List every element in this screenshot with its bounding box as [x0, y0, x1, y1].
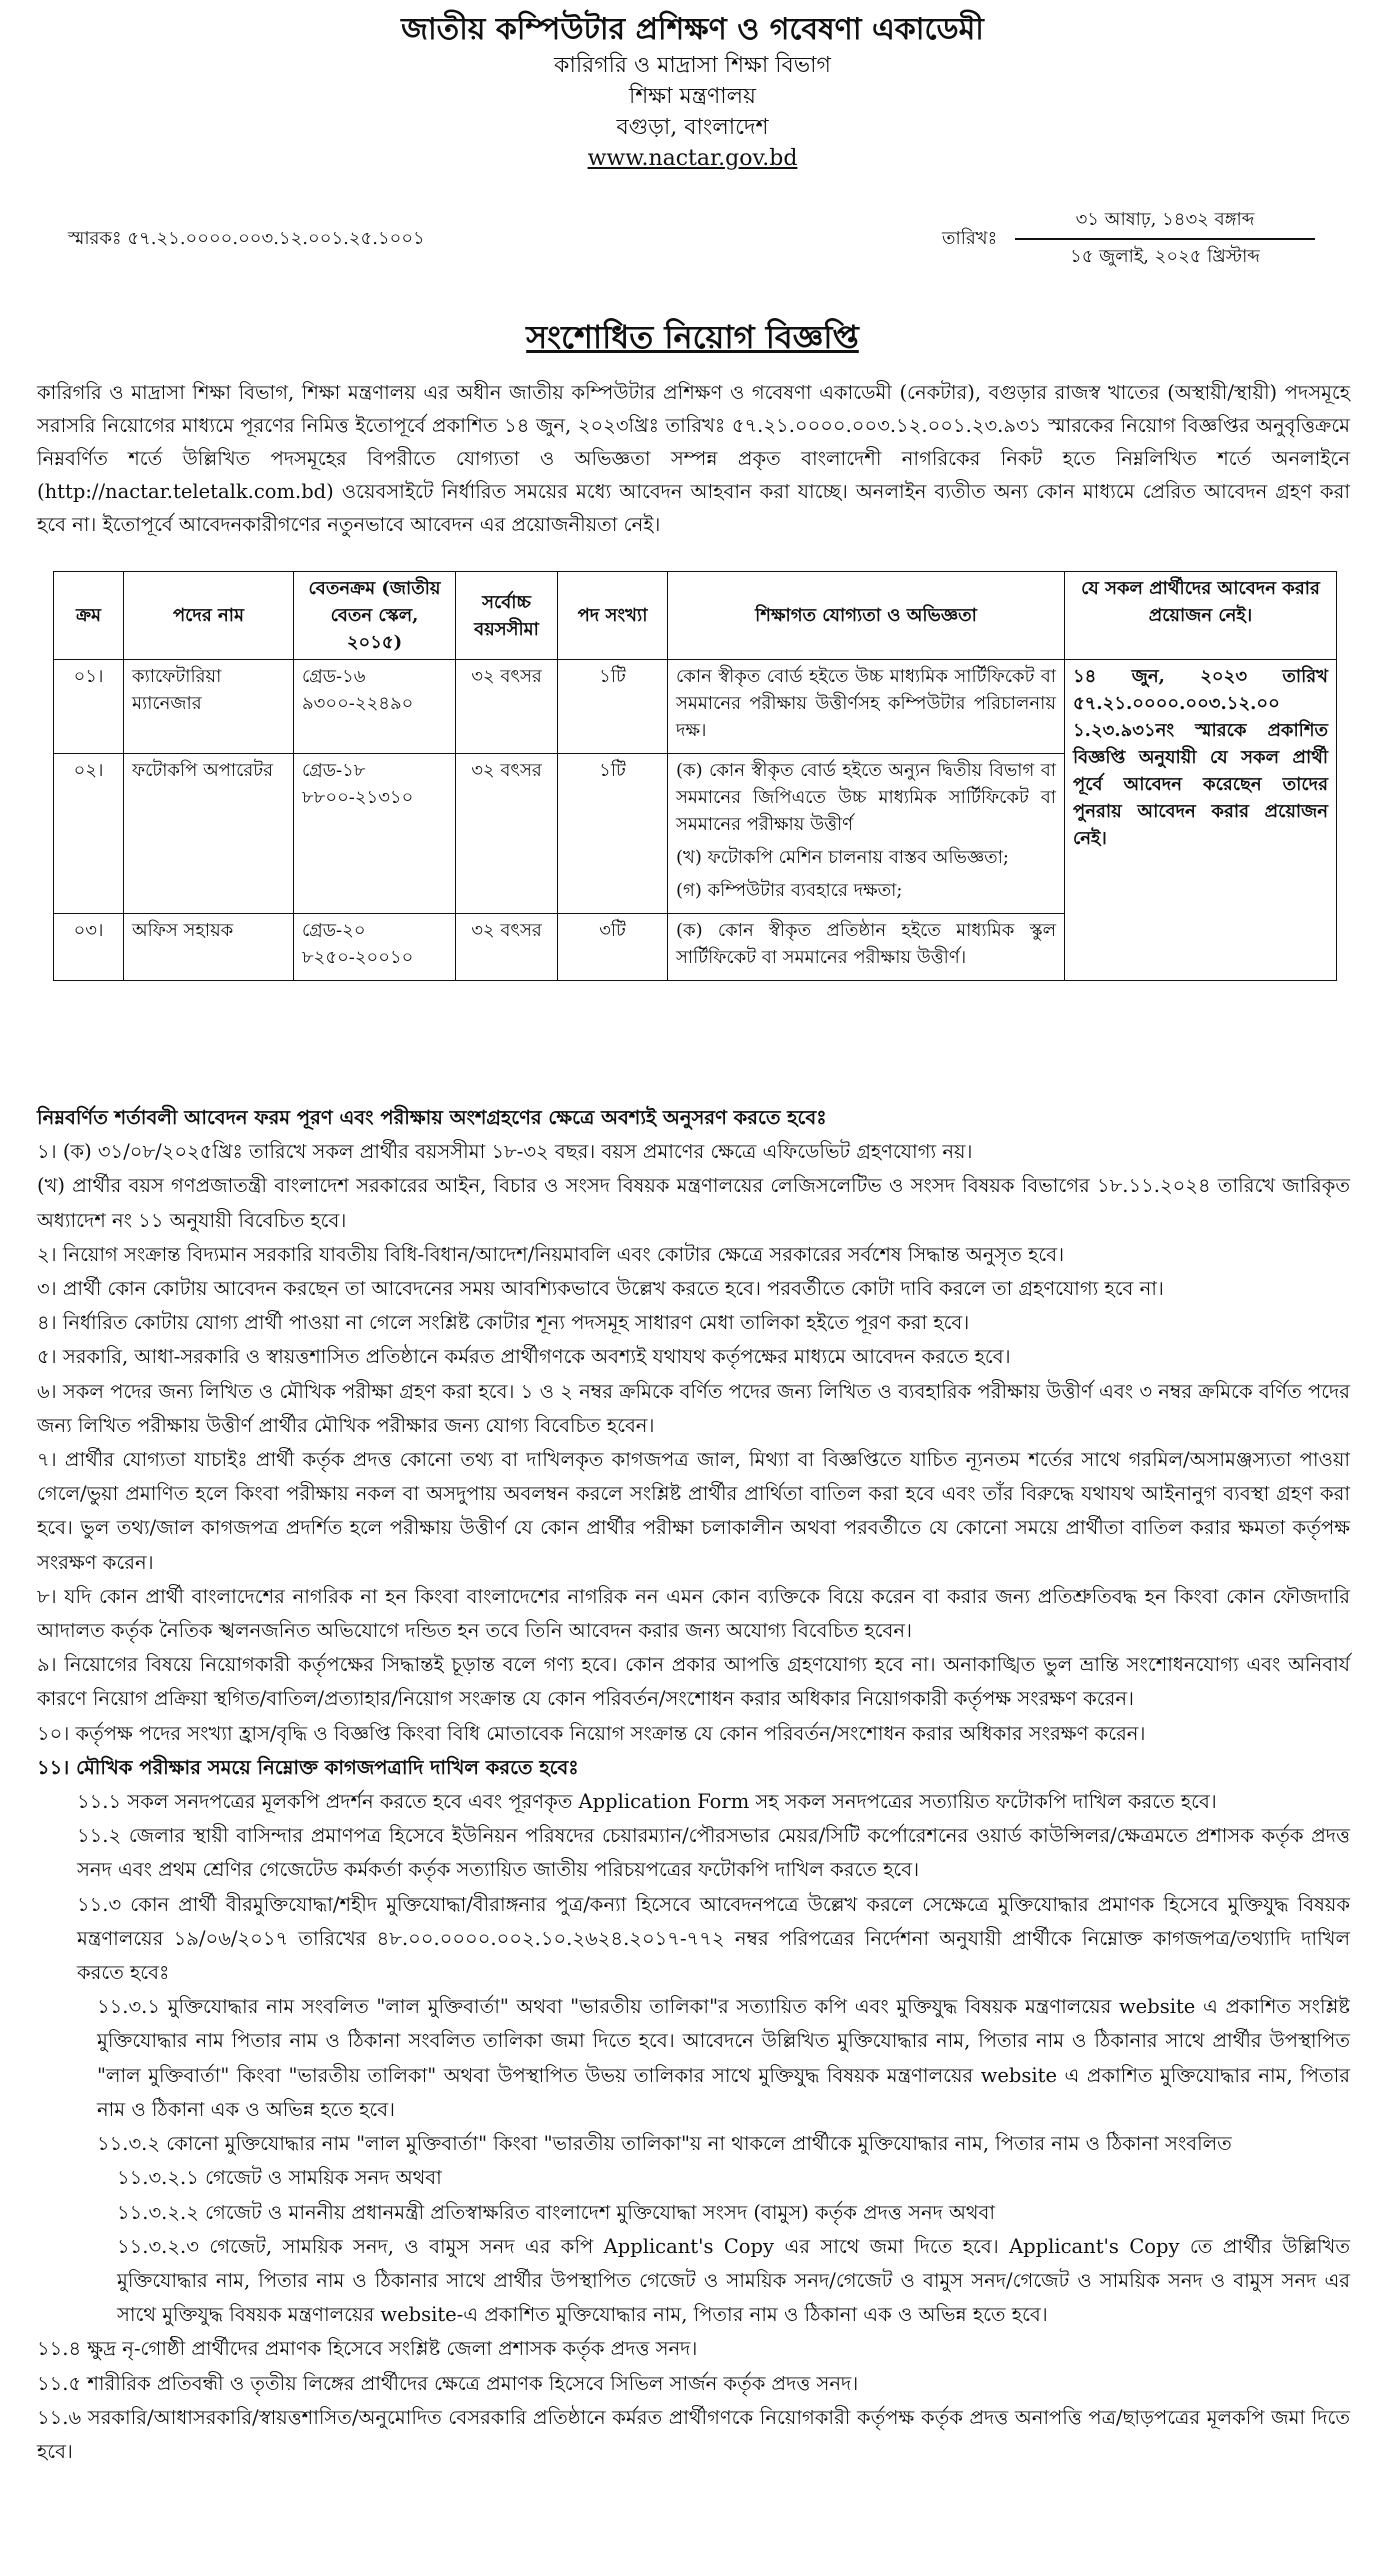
- condition-1a: ১। (ক) ৩১/০৮/২০২৫খ্রিঃ তারিখে সকল প্রার্থীর বয়সসীমা ১৮-৩২ বছর। বয়স প্রমাণের ক্ষেত্রে এফিডেভিট গ্রহণযোগ্য নয়।: [37, 1140, 973, 1164]
- notice-title: সংশোধিত নিয়োগ বিজ্ঞপ্তি: [526, 318, 859, 356]
- row-age: ৩২ বৎসর: [456, 660, 558, 754]
- date-block: [1015, 204, 1315, 274]
- condition-11-6: ১১.৬ সরকারি/আধাসরকারি/স্বায়ত্তশাসিত/অনুমোদিত বেসরকারি প্রতিষ্ঠানে কর্মরত প্রার্থীগণকে নিয়োগকারী কর্তৃপক্ষ কর্তৃক প্রদত্ত অনাপত্তি পত্র/ছাড়পত্রের মূলকপি জমা দিতে হবে।: [37, 2405, 1350, 2463]
- row-post: ফটোকপি অপারেটর: [124, 754, 294, 914]
- condition-8: ৮। যদি কোন প্রার্থী বাংলাদেশের নাগরিক না হন কিংবা বাংলাদেশের নাগরিক নন এমন কোন ব্যক্তিকে বিয়ে করেন বা করার জন্য প্রতিশ্রুতিবদ্ধ হন কিংবা কোন ফৌজদারি আদালত কর্তৃক নৈতিক স্খলনজনিত অভিযোগে দন্ডিত হন তবে তিনি আবেদন করার জন্য অযোগ্য বিবেচিত হবেন।: [37, 1584, 1350, 1643]
- header-count: পদ সংখ্যা: [558, 572, 668, 660]
- table-row: [54, 660, 1337, 754]
- intro-paragraph: কারিগরি ও মাদ্রাসা শিক্ষা বিভাগ, শিক্ষা মন্ত্রণালয় এর অধীন জাতীয় কম্পিউটার প্রশিক্ষণ ও গবেষণা একাডেমী (নেকটার), বগুড়ার রাজস্ব খাতের (অস্থায়ী/স্থায়ী) পদসমূহে সরাসরি নিয়োগের মাধ্যমে পূরণের নিমিত্ত ইতোপূর্বে প্রকাশিত ১৪ জুন, ২০২৩খ্রিঃ তারিখঃ ৫৭.২১.০০০০.০০৩.১২.০০১.২৩.৯৩১ স্মারকের নিয়োগ বিজ্ঞপ্তির অনুবৃত্তিক্রমে নিম্নবর্ণিত শর্তে উল্লিখিত পদসমূহের বিপরীতে যোগ্যতা ও অভিজ্ঞতা সম্পন্ন প্রকৃত বাংলাদেশী নাগরিকের নিকট হতে নিম্নলিখিত শর্তে অনলাইনে (http://nactar.teletalk.com.bd) ওয়েবসাইটে নির্ধারিত সময়ের মধ্যে আবেদন আহবান করা যাচ্ছে। অনলাইন ব্যতীত অন্য কোন মাধ্যমে প্রেরিত আবেদন গ্রহণ করা হবে না। ইতোপূর্বে আবেদনকারীগণের নতুনভাবে আবেদন এর প্রয়োজনীয়তা নেই।: [37, 381, 1350, 536]
- row-scale: [294, 754, 456, 914]
- condition-11-1: ১১.১ সকল সনদপত্রের মূলকপি প্রদর্শন করতে হবে এবং পূরণকৃত Application Form সহ সকল সনদপত্রের সত্যায়িত ফটোকপি দাখিল করতে হবে।: [77, 1790, 1217, 1814]
- condition-11: ১১। মৌখিক পরীক্ষার সময়ে নিম্নোক্ত কাগজপত্রাদি দাখিল করতে হবেঃ: [37, 1755, 579, 1779]
- row-age: ৩২ বৎসর: [456, 754, 558, 914]
- condition-5: ৫। সরকারি, আধা-সরকারি ও স্বায়ত্তশাসিত প্রতিষ্ঠানে কর্মরত প্রার্থীগণকে অবশ্যই যথাযথ কর্তৃপক্ষের মাধ্যমে আবেদন করতে হবে।: [37, 1345, 1011, 1369]
- row-qualification: [668, 754, 1065, 914]
- header-age: সর্বোচ্চ বয়সসীমা: [456, 572, 558, 660]
- location: বগুড়া, বাংলাদেশ: [616, 115, 769, 140]
- header-scale: বেতনক্রম (জাতীয় বেতন স্কেল, ২০১৫): [294, 572, 456, 660]
- table-header-row: [54, 572, 1337, 660]
- date-gregorian: ১৫ জুলাই, ২০২৫ খ্রিস্টাব্দ: [1070, 246, 1260, 267]
- qualification-item: কোন স্বীকৃত বোর্ড হইতে উচ্চ মাধ্যমিক সার্টিফিকেট বা সমমানের পরীক্ষায় উত্তীর্ণসহ কম্পিউটার পরিচালনায় দক্ষ।: [676, 666, 1056, 741]
- condition-11-3-1: ১১.৩.১ মুক্তিযোদ্ধার নাম সংবলিত "লাল মুক্তিবার্তা" অথবা "ভারতীয় তালিকা"র সত্যায়িত কপি এবং মুক্তিযুদ্ধ বিষয়ক মন্ত্রণালয়ের website এ প্রকাশিত সংশ্লিষ্ট মুক্তিযোদ্ধার নাম পিতার নাম ও ঠিকানা সংবলিত তালিকা জমা দিতে হবে। আবেদনে উল্লিখিত মুক্তিযোদ্ধার নাম, পিতার নাম ও ঠিকানার সাথে প্রার্থীর উপস্থাপিত "লাল মুক্তিবার্তা" কিংবা "ভারতীয় তালিকা" অথবা উপস্থাপিত উভয় তালিকার সাথে মুক্তিযুদ্ধ বিষয়ক মন্ত্রণালয়ের website এ প্রকাশিত মুক্তিযোদ্ধার নাম, পিতার নাম ও ঠিকানা এক ও অভিন্ন হতে হবে।: [97, 1995, 1350, 2121]
- condition-11-3-2-3: ১১.৩.২.৩ গেজেট, সাময়িক সনদ, ও বামুস সনদ এর কপি Applicant's Copy এর সাথে জমা দিতে হবে। Applicant's Copy তে প্রার্থীর উল্লিখিত মুক্তিযোদ্ধার নাম, পিতার নাম ও ঠিকানার সাথে প্রার্থীর উপস্থাপিত গেজেট ও সাময়িক সনদ/গেজেট ও বামুস সনদ/গেজেট ও সাময়িক সনদ ও বামুস সনদ এর সাথে মুক্তিযুদ্ধ বিষয়ক মন্ত্রণালয়ের website-এ প্রকাশিত মুক্তিযোদ্ধার নাম, পিতার নাম ও ঠিকানা এক ও অভিন্ন হতে হবে।: [117, 2234, 1351, 2327]
- row-qualification: [668, 660, 1065, 754]
- row-grade: গ্রেড-১৬: [302, 666, 366, 687]
- header-post: পদের নাম: [124, 572, 294, 660]
- condition-11-3-2: ১১.৩.২ কোনো মুক্তিযোদ্ধার নাম "লাল মুক্তিবার্তা" কিংবা "ভারতীয় তালিকা"য় না থাকলে প্রার্থীকে মুক্তিযোদ্ধার নাম, পিতার নাম ও ঠিকানা সংবলিত: [97, 2132, 1232, 2156]
- row-scale-range: ৯৩০০-২২৪৯০: [302, 693, 414, 714]
- row-grade: গ্রেড-১৮: [302, 760, 366, 781]
- row-grade: গ্রেড-২০: [302, 920, 366, 941]
- date-label: তারিখঃ: [942, 228, 998, 249]
- qualification-item: (গ) কম্পিউটার ব্যবহারে দক্ষতা;: [676, 880, 903, 901]
- date-bangla: ৩১ আষাঢ়, ১৪৩২ বঙ্গাব্দ: [1015, 204, 1315, 240]
- row-scale-range: ৮৮০০-২১৩১০: [302, 787, 414, 808]
- ministry-name: শিক্ষা মন্ত্রণালয়: [628, 84, 757, 109]
- condition-7: ৭। প্রার্থীর যোগ্যতা যাচাইঃ প্রার্থী কর্তৃক প্রদত্ত কোনো তথ্য বা দাখিলকৃত কাগজপত্র জাল, মিথ্যা বা বিজ্ঞপ্তিতে যাচিত ন্যূনতম শর্তের সাথে গরমিল/অসামঞ্জস্যতা পাওয়া গেলে/ভুয়া প্রমাণিত হলে কিংবা পরীক্ষায় নকল বা অসদুপায় অবলম্বন করলে সংশ্লিষ্ট প্রার্থীর প্রার্থিতা বাতিল করা হবে এবং তাঁর বিরুদ্ধে যথাযথ আইনানুগ ব্যবস্থা গ্রহণ করা হবে। ভুল তথ্য/জাল কাগজপত্র প্রদর্শিত হলে পরীক্ষায় উত্তীর্ণ যে কোন প্রার্থীর পরীক্ষা চলাকালীন অথবা পরবর্তীতে যে কোনো সময়ে প্রার্থীতা বাতিল করার ক্ষমতা কর্তৃপক্ষ সংরক্ষণ করেন।: [37, 1448, 1350, 1574]
- condition-11-3-2-1: ১১.৩.২.১ গেজেট ও সাময়িক সনদ অথবা: [117, 2166, 442, 2190]
- row-serial: ০১।: [54, 660, 124, 754]
- condition-1b: (খ) প্রার্থীর বয়স গণপ্রজাতন্ত্রী বাংলাদেশ সরকারের আইন, বিচার ও সংসদ বিষয়ক মন্ত্রণালয়ের লেজিসলেটিভ ও সংসদ বিষয়ক বিভাগের ১৮.১১.২০২৪ তারিখে জারিকৃত অধ্যাদেশ নং ১১ অনুযায়ী বিবেচিত হবে।: [37, 1174, 1350, 1232]
- organization-name: জাতীয় কম্পিউটার প্রশিক্ষণ ও গবেষণা একাডেমী: [401, 12, 984, 47]
- division-name: কারিগরি ও মাদ্রাসা শিক্ষা বিভাগ: [554, 53, 831, 78]
- row-scale: [294, 660, 456, 754]
- row-count: ১টি: [558, 660, 668, 754]
- row-post: অফিস সহায়ক: [124, 914, 294, 981]
- conditions-heading: নিম্নবর্ণিত শর্তাবলী আবেদন ফরম পূরণ এবং পরীক্ষায় অংশগ্রহণের ক্ষেত্রে অবশ্যই অনুসরণ করতে হবেঃ: [37, 1106, 827, 1129]
- row-serial: ০৩।: [54, 914, 124, 981]
- condition-4: ৪। নির্ধারিত কোটায় যোগ্য প্রার্থী পাওয়া না গেলে সংশ্লিষ্ট কোটার শূন্য পদসমূহ সাধারণ মেধা তালিকা হইতে পূরণ করা হবে।: [37, 1311, 970, 1335]
- condition-11-4: ১১.৪ ক্ষুদ্র নৃ-গোষ্ঠী প্রার্থীদের প্রমাণক হিসেবে সংশ্লিষ্ট জেলা প্রশাসক কর্তৃক প্রদত্ত সনদ।: [37, 2337, 698, 2361]
- letterhead: [0, 10, 1385, 175]
- header-qualification: শিক্ষাগত যোগ্যতা ও অভিজ্ঞতা: [668, 572, 1065, 660]
- posts-table: [53, 571, 1337, 981]
- condition-9: ৯। নিয়োগের বিষয়ে নিয়োগকারী কর্তৃপক্ষের সিদ্ধান্তই চূড়ান্ত বলে গণ্য হবে। কোন প্রকার আপত্তি গ্রহণযোগ্য হবে না। অনাকাঙ্খিত ভুল ভ্রান্তি সংশোধনযোগ্য এবং অনিবার্য কারণে নিয়োগ প্রক্রিয়া স্থগিত/বাতিল/প্রত্যাহার/নিয়োগ সংক্রান্ত যে কোন পরিবর্তন/সংশোধন করার অধিকার নিয়োগকারী কর্তৃপক্ষ সংরক্ষণ করেন।: [37, 1653, 1350, 1711]
- qualification-item: (ক) কোন স্বীকৃত প্রতিষ্ঠান হইতে মাধ্যমিক স্কুল সার্টিফিকেট বা সমমানের পরীক্ষায় উত্তীর্ণ।: [676, 920, 1056, 968]
- row-serial: ০২।: [54, 754, 124, 914]
- row-count: ৩টি: [558, 914, 668, 981]
- qualification-item: (ক) কোন স্বীকৃত বোর্ড হইতে অন্যুন দ্বিতীয় বিভাগ বা সমমানের জিপিএতে উচ্চ মাধ্যমিক সার্টিফিকেট বা সমমানের পরীক্ষায় উত্তীর্ণ: [676, 760, 1056, 835]
- condition-11-5: ১১.৫ শারীরিক প্রতিবন্ধী ও তৃতীয় লিঙ্গের প্রার্থীদের ক্ষেত্রে প্রমাণক হিসেবে সিভিল সার্জন কর্তৃক প্রদত্ত সনদ।: [37, 2371, 859, 2395]
- row-post: ক্যাফেটারিয়া ম্যানেজার: [124, 660, 294, 754]
- conditions-section: [37, 1101, 1350, 2469]
- condition-11-3-2-2: ১১.৩.২.২ গেজেট ও মাননীয় প্রধানমন্ত্রী প্রতিস্বাক্ষরিত বাংলাদেশ মুক্তিযোদ্ধা সংসদ (বামুস) কর্তৃক প্রদত্ত সনদ অথবা: [117, 2200, 996, 2224]
- memo-number: স্মারকঃ ৫৭.২১.০০০০.০০৩.১২.০০১.২৫.১০০১: [68, 228, 425, 249]
- row-count: ১টি: [558, 754, 668, 914]
- condition-2: ২। নিয়োগ সংক্রান্ত বিদ্যমান সরকারি যাবতীয় বিধি-বিধান/আদেশ/নিয়মাবলি এবং কোটার ক্ষেত্রে সরকারের সর্বশেষ সিদ্ধান্ত অনুসৃত হবে।: [37, 1242, 1065, 1266]
- condition-11-2: ১১.২ জেলার স্থায়ী বাসিন্দার প্রমাণপত্র হিসেবে ইউনিয়ন পরিষদের চেয়ারম্যান/পৌরসভার মেয়র/সিটি কর্পোরেশনের ওয়ার্ড কাউন্সিলর/ক্ষেত্রমতে প্রশাসক কর্তৃক প্রদত্ত সনদ এবং প্রথম শ্রেণির গেজেটেড কর্মকর্তা কর্তৃক সত্যায়িত জাতীয় পরিচয়পত্রের ফটোকপি দাখিল করতে হবে।: [77, 1824, 1350, 1882]
- condition-10: ১০। কর্তৃপক্ষ পদের সংখ্যা হ্রাস/বৃদ্ধি ও বিজ্ঞপ্তি কিংবা বিধি মোতাবেক নিয়োগ সংক্রান্ত যে কোন পরিবর্তন/সংশোধন করার অধিকার সংরক্ষণ করেন।: [37, 1721, 1146, 1745]
- row-scale: [294, 914, 456, 981]
- row-age: ৩২ বৎসর: [456, 914, 558, 981]
- row-qualification: [668, 914, 1065, 981]
- condition-6: ৬। সকল পদের জন্য লিখিত ও মৌখিক পরীক্ষা গ্রহণ করা হবে। ১ ও ২ নম্বর ক্রমিকে বর্ণিত পদের জন্য লিখিত ও ব্যবহারিক পরীক্ষায় উত্তীর্ণ এবং ৩ নম্বর ক্রমিকে বর্ণিত পদের জন্য লিখিত পরীক্ষায় উত্তীর্ণ প্রার্থীর মৌখিক পরীক্ষার জন্য যোগ্য বিবেচিত হবেন।: [37, 1379, 1350, 1437]
- website-link[interactable]: www.nactar.gov.bd: [587, 146, 798, 171]
- condition-3: ৩। প্রার্থী কোন কোটায় আবেদন করছেন তা আবেদনের সময় আবশ্যিকভাবে উল্লেখ করতে হবে। পরবর্তীতে কোটা দাবি করলে তা গ্রহণযোগ্য হবে না।: [37, 1277, 1164, 1301]
- row-scale-range: ৮২৫০-২০০১০: [302, 947, 414, 968]
- header-note: যে সকল প্রার্থীদের আবেদন করার প্রয়োজন নেই।: [1065, 572, 1337, 660]
- qualification-item: (খ) ফটোকপি মেশিন চালনায় বাস্তব অভিজ্ঞতা;: [676, 847, 1009, 868]
- note-cell: ১৪ জুন, ২০২৩ তারিখ ৫৭.২১.০০০০.০০৩.১২.০০ ১.২৩.৯৩১নং স্মারকে প্রকাশিত বিজ্ঞপ্তি অনুযায়ী যে সকল প্রার্থী পূর্বে আবেদন করেছেন তাদের পুনরায় আবেদন করার প্রয়োজন নেই।: [1065, 660, 1337, 981]
- condition-11-3: ১১.৩ কোন প্রার্থী বীরমুক্তিযোদ্ধা/শহীদ মুক্তিযোদ্ধা/বীরাঙ্গনার পুত্র/কন্যা হিসেবে আবেদনপত্রে উল্লেখ করলে সেক্ষেত্রে মুক্তিযোদ্ধার প্রমাণক হিসেবে মুক্তিযুদ্ধ বিষয়ক মন্ত্রণালয়ের ১৯/০৬/২০১৭ তারিখের ৪৮.০০.০০০০.০০২.১০.২৬২৪.২০১৭-৭৭২ নম্বর পরিপত্রের নির্দেশনা অনুযায়ী প্রার্থীকে নিম্নোক্ত কাগজপত্র/তথ্যাদি দাখিল করতে হবেঃ: [77, 1892, 1350, 1985]
- header-serial: ক্রম: [54, 572, 124, 660]
